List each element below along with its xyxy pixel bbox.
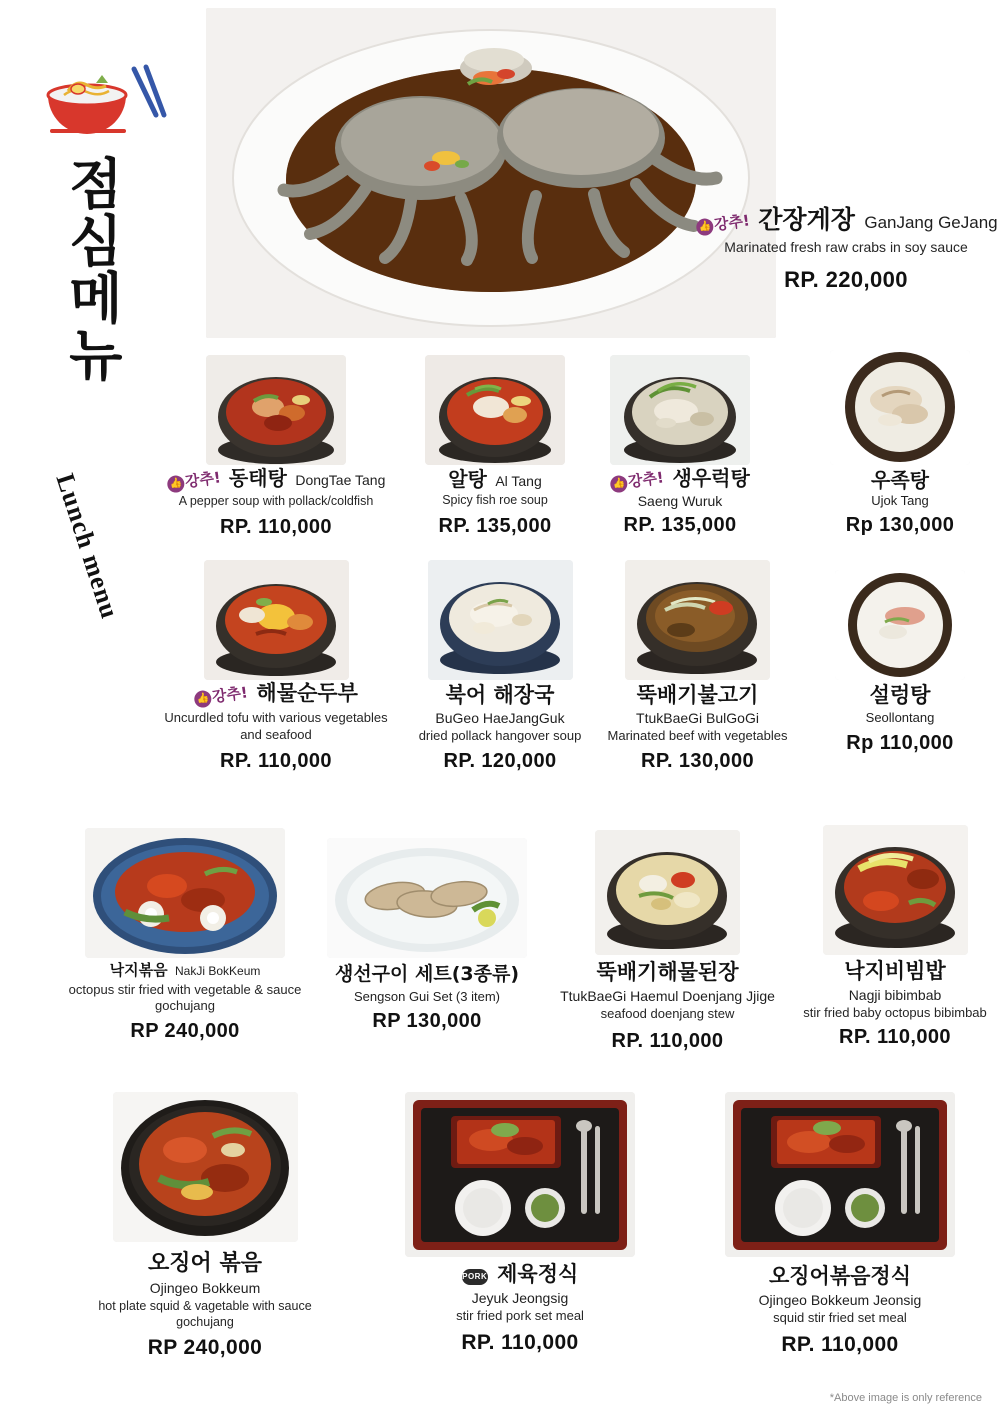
menu-item-name-ko: 뚝배기해물된장 bbox=[596, 960, 739, 984]
menu-item-name-en: Seollontang bbox=[865, 710, 935, 726]
spicy-badge-icon: 👍강추! bbox=[165, 467, 221, 495]
thumbs-up-icon: 👍 bbox=[166, 475, 185, 494]
saeng-wuruk-photo bbox=[610, 355, 750, 465]
menu-item-photo bbox=[830, 350, 970, 465]
menu-item-ttukbaegi-haemul-doenjang bbox=[545, 830, 790, 1053]
menu-item-desc: stir fried baby octopus bibimbab bbox=[803, 1005, 987, 1021]
menu-item-photo bbox=[835, 570, 965, 680]
haemul-sundubu-photo bbox=[204, 560, 349, 680]
menu-item-desc: Marinated fresh raw crabs in soy sauce bbox=[724, 239, 968, 256]
menu-item-name-ko: 설렁탕 bbox=[869, 683, 931, 707]
menu-item-photo bbox=[823, 825, 968, 955]
menu-item-desc: A pepper soup with pollack/coldfish bbox=[178, 494, 374, 509]
menu-item-desc: seafood doenjang stew bbox=[600, 1006, 735, 1022]
menu-item-price: RP. 220,000 bbox=[784, 266, 908, 292]
menu-item-name-ko: 알탕 bbox=[448, 467, 487, 491]
menu-item-desc: Marinated beef with vegetables bbox=[607, 728, 788, 744]
menu-item-photo bbox=[327, 838, 527, 958]
menu-item-price: RP. 110,000 bbox=[461, 1331, 579, 1355]
menu-item-name-en: Nagji bibimbab bbox=[848, 987, 942, 1004]
menu-item-haemul-sundubu bbox=[156, 560, 396, 773]
menu-item-name-ko: 뚝배기불고기 bbox=[636, 683, 759, 707]
menu-item-ojingeo-bokkeum bbox=[75, 1092, 335, 1360]
menu-item-desc: Uncurdled tofu with various vegetables and seafood bbox=[164, 710, 388, 742]
menu-item-name-en: Jeyuk Jeongsig bbox=[471, 1290, 569, 1307]
nakji-bokkeum-photo bbox=[85, 828, 285, 958]
page-title-ko: 점심메뉴 bbox=[59, 155, 124, 383]
menu-item-name-ko: 생우럭탕 bbox=[672, 466, 750, 490]
menu-item-desc: stir fried pork set meal bbox=[456, 1308, 584, 1324]
menu-item-name-ko: 낙지비빔밥 bbox=[844, 959, 946, 983]
sengson-gui-set-photo bbox=[327, 838, 527, 958]
menu-item-name-ko: 생선구이 세트(3종류) bbox=[334, 963, 520, 985]
menu-item-ujok-tang bbox=[805, 350, 995, 537]
ojingeo-bokkeum-photo bbox=[113, 1092, 298, 1242]
menu-item-nakji-bokkeum bbox=[60, 828, 310, 1043]
menu-item-price: Rp 110,000 bbox=[846, 732, 954, 755]
menu-item-ojingeo-bokkeum-jeonsig bbox=[715, 1092, 965, 1357]
menu-item-price: RP. 110,000 bbox=[220, 749, 332, 772]
menu-item-name-en: GanJang GeJang bbox=[864, 213, 998, 232]
menu-item-ttukbaegi-bulgogi bbox=[590, 560, 805, 773]
jeyuk-jeongsig-photo bbox=[405, 1092, 635, 1257]
menu-item-name-ko: 우족탕 bbox=[871, 468, 929, 492]
menu-item-name-en: TtukBaeGi BulGoGi bbox=[636, 710, 759, 727]
menu-item-price: RP. 110,000 bbox=[781, 1333, 899, 1357]
ttukbaegi-haemul-doenjang-photo bbox=[595, 830, 740, 955]
ojingeo-bokkeum-jeonsig-photo bbox=[725, 1092, 955, 1257]
menu-item-name-en: Ujok Tang bbox=[871, 493, 929, 508]
menu-item-name-ko: 오징어 볶음 bbox=[148, 1251, 262, 1276]
menu-item-jeyuk-jeongsig bbox=[400, 1092, 640, 1355]
menu-item-desc: hot plate squid & vagetable with sauce gochujang bbox=[98, 1299, 312, 1329]
menu-item-name-en: Al Tang bbox=[495, 473, 542, 489]
menu-item-photo bbox=[625, 560, 770, 680]
menu-item-name-ko: 낙지볶음 bbox=[109, 961, 168, 979]
menu-item-price: RP. 110,000 bbox=[220, 515, 332, 538]
nagji-bibimbab-photo bbox=[823, 825, 968, 955]
menu-item-photo bbox=[206, 8, 776, 338]
menu-item-price: RP. 110,000 bbox=[839, 1026, 951, 1049]
menu-item-dongtae-tang bbox=[156, 355, 396, 539]
menu-item-photo bbox=[610, 355, 750, 465]
spicy-badge-icon: 👍강추! bbox=[695, 210, 751, 238]
menu-item-saeng-wuruk bbox=[565, 355, 795, 537]
menu-item-name-en: Ojingeo Bokkeum Jeonsig bbox=[758, 1292, 922, 1309]
menu-item-name-ko: 해물순두부 bbox=[256, 681, 358, 705]
al-tang-photo bbox=[425, 355, 565, 465]
menu-item-photo bbox=[206, 355, 346, 465]
menu-item-name-ko: 간장게장 bbox=[758, 205, 855, 234]
menu-item-name-en: Ojingeo Bokkeum bbox=[149, 1280, 261, 1297]
menu-item-price: RP. 110,000 bbox=[611, 1030, 724, 1053]
seollontang-photo bbox=[835, 570, 965, 680]
menu-item-name-en: Sengson Gui Set (3 item) bbox=[354, 988, 500, 1004]
menu-item-nagji-bibimbab bbox=[790, 825, 1000, 1049]
menu-item-name-en: TtukBaeGi Haemul Doenjang Jjige bbox=[560, 988, 775, 1005]
pork-badge-icon: PORK bbox=[462, 1269, 488, 1285]
spicy-badge-icon: 👍강추! bbox=[193, 682, 249, 710]
menu-item-price: RP 240,000 bbox=[147, 1336, 263, 1360]
menu-item-price: RP 130,000 bbox=[372, 1009, 482, 1032]
menu-item-desc: squid stir fried set meal bbox=[773, 1310, 907, 1326]
menu-item-price: RP. 135,000 bbox=[623, 514, 737, 537]
menu-item-price: RP. 120,000 bbox=[443, 750, 557, 773]
ujok-tang-photo bbox=[830, 350, 970, 465]
menu-item-desc: octopus stir fried with vegetable & sauce gochujang bbox=[68, 982, 302, 1014]
thumbs-up-icon: 👍 bbox=[695, 218, 714, 237]
menu-item-name-en: Saeng Wuruk bbox=[637, 493, 723, 510]
menu-item-photo bbox=[113, 1092, 298, 1242]
menu-item-desc: Spicy fish roe soup bbox=[442, 493, 548, 507]
ganjang-gejang-photo bbox=[206, 8, 776, 338]
noodle-bowl-icon bbox=[38, 55, 168, 145]
bugeo-haejangguk-photo bbox=[428, 560, 573, 680]
footnote: *Above image is only reference bbox=[829, 1392, 982, 1404]
menu-item-bugeo-haejangguk bbox=[395, 560, 605, 773]
menu-item-photo bbox=[425, 355, 565, 465]
spicy-badge-icon: 👍강추! bbox=[609, 467, 665, 495]
page-title-en: Lunch menu bbox=[50, 470, 125, 623]
menu-item-desc: dried pollack hangover soup bbox=[418, 728, 582, 744]
menu-item-photo bbox=[204, 560, 349, 680]
menu-item-name-en: DongTae Tang bbox=[295, 472, 386, 488]
menu-item-name-ko: 북어 해장국 bbox=[445, 683, 555, 707]
menu-item-price: Rp 130,000 bbox=[845, 514, 955, 536]
menu-item-name-ko: 오징어볶음정식 bbox=[768, 1264, 911, 1288]
menu-item-photo bbox=[405, 1092, 635, 1257]
menu-item-name-en: BuGeo HaeJangGuk bbox=[435, 710, 565, 727]
menu-item-photo bbox=[428, 560, 573, 680]
ttukbaegi-bulgogi-photo bbox=[625, 560, 770, 680]
menu-item-seollontang bbox=[805, 570, 995, 755]
thumbs-up-icon: 👍 bbox=[193, 690, 212, 709]
menu-item-photo bbox=[595, 830, 740, 955]
menu-item-name-en: NakJi BokKeum bbox=[175, 964, 261, 978]
menu-item-photo bbox=[85, 828, 285, 958]
menu-item-sengson-gui-set bbox=[312, 838, 542, 1033]
menu-item-name-ko: 동태탕 bbox=[228, 466, 287, 490]
thumbs-up-icon: 👍 bbox=[609, 475, 628, 494]
menu-item-name-row bbox=[696, 206, 996, 234]
menu-item-price: RP 240,000 bbox=[130, 1019, 240, 1042]
menu-item-price: RP. 135,000 bbox=[438, 514, 552, 537]
dongtae-tang-photo bbox=[206, 355, 346, 465]
menu-item-name-ko: 제육정식 bbox=[497, 1262, 579, 1286]
menu-item-price: RP. 130,000 bbox=[640, 750, 754, 773]
menu-item-photo bbox=[725, 1092, 955, 1257]
